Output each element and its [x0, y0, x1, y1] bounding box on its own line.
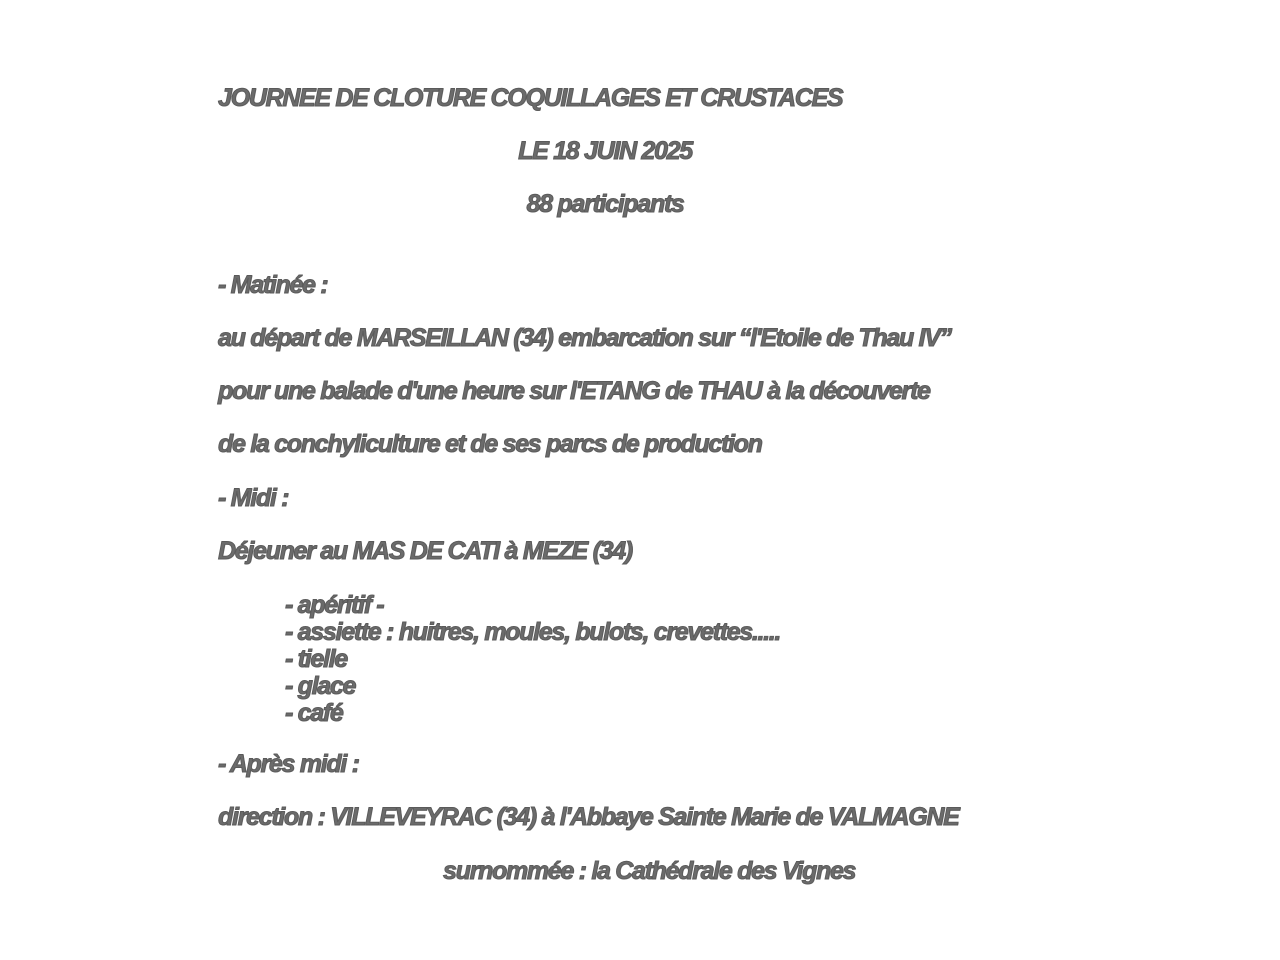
- noon-heading: - Midi :: [218, 484, 289, 512]
- event-title: JOURNEE DE CLOTURE COQUILLAGES ET CRUSTACES: [218, 84, 843, 112]
- menu-item-aperitif: - apéritif -: [285, 591, 384, 619]
- afternoon-heading: - Après midi :: [218, 750, 359, 778]
- lunch-location: Déjeuner au MAS DE CATI à MEZE (34): [218, 537, 632, 565]
- morning-line-2: pour une balade d'une heure sur l'ETANG de THAU à la découverte: [218, 377, 930, 405]
- participants-count: 88 participants: [526, 190, 684, 218]
- afternoon-direction: direction : VILLEVEYRAC (34) à l'Abbaye Sainte Marie de VALMAGNE: [218, 803, 959, 831]
- menu-item-tielle: - tielle: [285, 645, 347, 673]
- morning-heading: - Matinée :: [218, 271, 328, 299]
- menu-item-assiette: - assiette : huitres, moules, bulots, crevettes.....: [285, 618, 781, 646]
- morning-line-1: au départ de MARSEILLAN (34) embarcation sur “l'Etoile de Thau IV”: [218, 324, 951, 352]
- lunch-menu: [285, 592, 780, 727]
- afternoon-nickname: surnommée : la Cathédrale des Vignes: [443, 857, 856, 885]
- menu-item-glace: - glace: [285, 672, 356, 700]
- morning-line-3: de la conchyliculture et de ses parcs de production: [218, 430, 762, 458]
- event-date: LE 18 JUIN 2025: [518, 137, 692, 165]
- menu-item-cafe: - café: [285, 699, 343, 727]
